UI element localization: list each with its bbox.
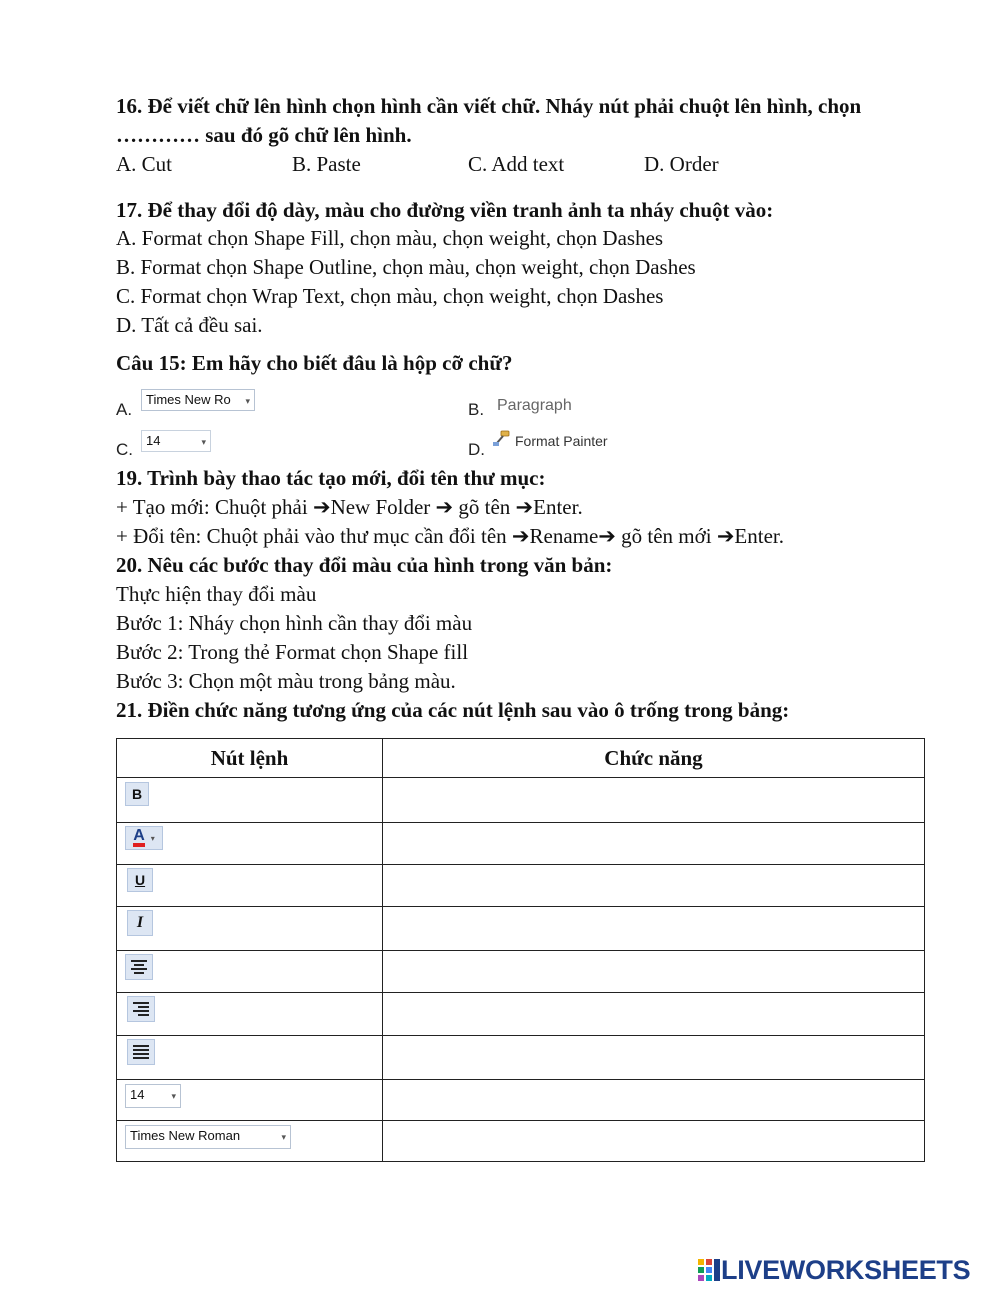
liveworksheets-logo	[697, 1255, 970, 1285]
q19-question: 19. Trình bày thao tác tạo mới, đổi tên thư mục:	[116, 466, 546, 490]
italic-icon	[127, 910, 153, 936]
q19-line1: + Tạo mới: Chuột phải ➔New Folder ➔ gõ tên ➔Enter.	[116, 495, 583, 519]
font-size-box-value: 14	[130, 1087, 145, 1102]
underline-icon	[127, 868, 153, 892]
table-row	[117, 1121, 925, 1162]
dropdown-arrow-icon: ▾	[245, 396, 250, 406]
answer-table	[116, 738, 925, 1162]
font-name-box-value: Times New Roman	[130, 1128, 241, 1143]
font-color-glyph: A	[133, 829, 145, 847]
q16-option-d: D. Order	[644, 152, 719, 176]
button-cell	[117, 1080, 383, 1121]
font-size-value: 14	[146, 433, 161, 448]
q19-line2: + Đổi tên: Chuột phải vào thư mục cần đổi tên ➔Rename➔ gõ tên mới ➔Enter.	[116, 524, 784, 548]
function-cell[interactable]	[383, 1121, 925, 1162]
dropdown-arrow-icon: ▾	[171, 1091, 176, 1101]
q17-option-d: D. Tất cả đều sai.	[116, 313, 263, 337]
header-function: Chức năng	[383, 739, 925, 778]
font-size-combo	[141, 430, 211, 452]
bold-icon	[125, 782, 149, 806]
table-row	[117, 907, 925, 951]
font-color-icon	[125, 826, 163, 850]
align-center-icon	[125, 954, 153, 980]
q15-label-d: D.	[468, 440, 485, 459]
paragraph-group-label: Paragraph	[497, 397, 572, 414]
font-name-box	[125, 1125, 291, 1149]
q16-option-b: B. Paste	[292, 152, 361, 176]
q20-question: 20. Nêu các bước thay đổi màu của hình trong văn bản:	[116, 553, 613, 577]
function-cell[interactable]	[383, 1036, 925, 1080]
font-name-value: Times New Ro	[146, 392, 231, 407]
format-painter-icon	[492, 430, 512, 448]
q16-option-a: A. Cut	[116, 152, 173, 176]
button-cell	[117, 1036, 383, 1080]
table-row	[117, 823, 925, 865]
table-row	[117, 865, 925, 907]
function-cell[interactable]	[383, 993, 925, 1036]
button-cell	[117, 951, 383, 993]
q20-line: Thực hiện thay đổi màu	[116, 582, 317, 606]
function-cell[interactable]	[383, 778, 925, 823]
bold-glyph: B	[131, 786, 143, 802]
liveworksheets-logo-text: LIVEWORKSHEETS	[721, 1254, 971, 1285]
font-name-combo	[141, 389, 255, 411]
table-row	[117, 993, 925, 1036]
align-right-icon	[127, 996, 155, 1022]
function-cell[interactable]	[383, 1080, 925, 1121]
table-header-row	[117, 739, 925, 778]
q17-option-a: A. Format chọn Shape Fill, chọn màu, chọn weight, chọn Dashes	[116, 226, 664, 250]
button-cell	[117, 778, 383, 823]
justify-icon	[127, 1039, 155, 1065]
table-row	[117, 1080, 925, 1121]
button-cell	[117, 865, 383, 907]
q20-step3: Bước 3: Chọn một màu trong bảng màu.	[116, 669, 456, 693]
liveworksheets-logo-icon	[697, 1258, 721, 1282]
q17-option-c: C. Format chọn Wrap Text, chọn màu, chọn weight, chọn Dashes	[116, 284, 664, 308]
q20-step1: Bước 1: Nháy chọn hình cần thay đổi màu	[116, 611, 473, 635]
underline-glyph: U	[134, 872, 146, 888]
dropdown-arrow-icon: ▾	[281, 1132, 286, 1142]
header-button: Nút lệnh	[117, 739, 383, 778]
button-cell	[117, 907, 383, 951]
function-cell[interactable]	[383, 907, 925, 951]
button-cell	[117, 993, 383, 1036]
q15-label-a: A.	[116, 400, 133, 419]
table-row	[117, 1036, 925, 1080]
q21-question: 21. Điền chức năng tương ứng của các nút lệnh sau vào ô trống trong bảng:	[116, 698, 790, 722]
q17-option-b: B. Format chọn Shape Outline, chọn màu, chọn weight, chọn Dashes	[116, 255, 696, 279]
table-row	[117, 951, 925, 993]
function-cell[interactable]	[383, 951, 925, 993]
dropdown-arrow-icon: ▾	[150, 833, 155, 843]
q15-label-c: C.	[116, 440, 133, 459]
q20-step2: Bước 2: Trong thẻ Format chọn Shape fill	[116, 640, 469, 664]
q16-question-line1: 16. Để viết chữ lên hình chọn hình cần viết chữ. Nháy nút phải chuột lên hình, chọn	[116, 94, 862, 118]
q16-option-c: C. Add text	[468, 152, 565, 176]
q16-question-line2: ………… sau đó gõ chữ lên hình.	[116, 123, 412, 147]
table-row	[117, 778, 925, 823]
q15-question: Câu 15: Em hãy cho biết đâu là hộp cỡ chữ?	[116, 351, 513, 375]
font-size-box	[125, 1084, 181, 1108]
q15-label-b: B.	[468, 400, 485, 419]
q17-question: 17. Để thay đổi độ dày, màu cho đường viền tranh ảnh ta nháy chuột vào:	[116, 198, 774, 222]
italic-glyph: I	[136, 914, 144, 931]
format-painter-label: Format Painter	[515, 433, 608, 449]
button-cell	[117, 1121, 383, 1162]
dropdown-arrow-icon: ▾	[201, 437, 206, 447]
function-cell[interactable]	[383, 865, 925, 907]
function-cell[interactable]	[383, 823, 925, 865]
button-cell	[117, 823, 383, 865]
